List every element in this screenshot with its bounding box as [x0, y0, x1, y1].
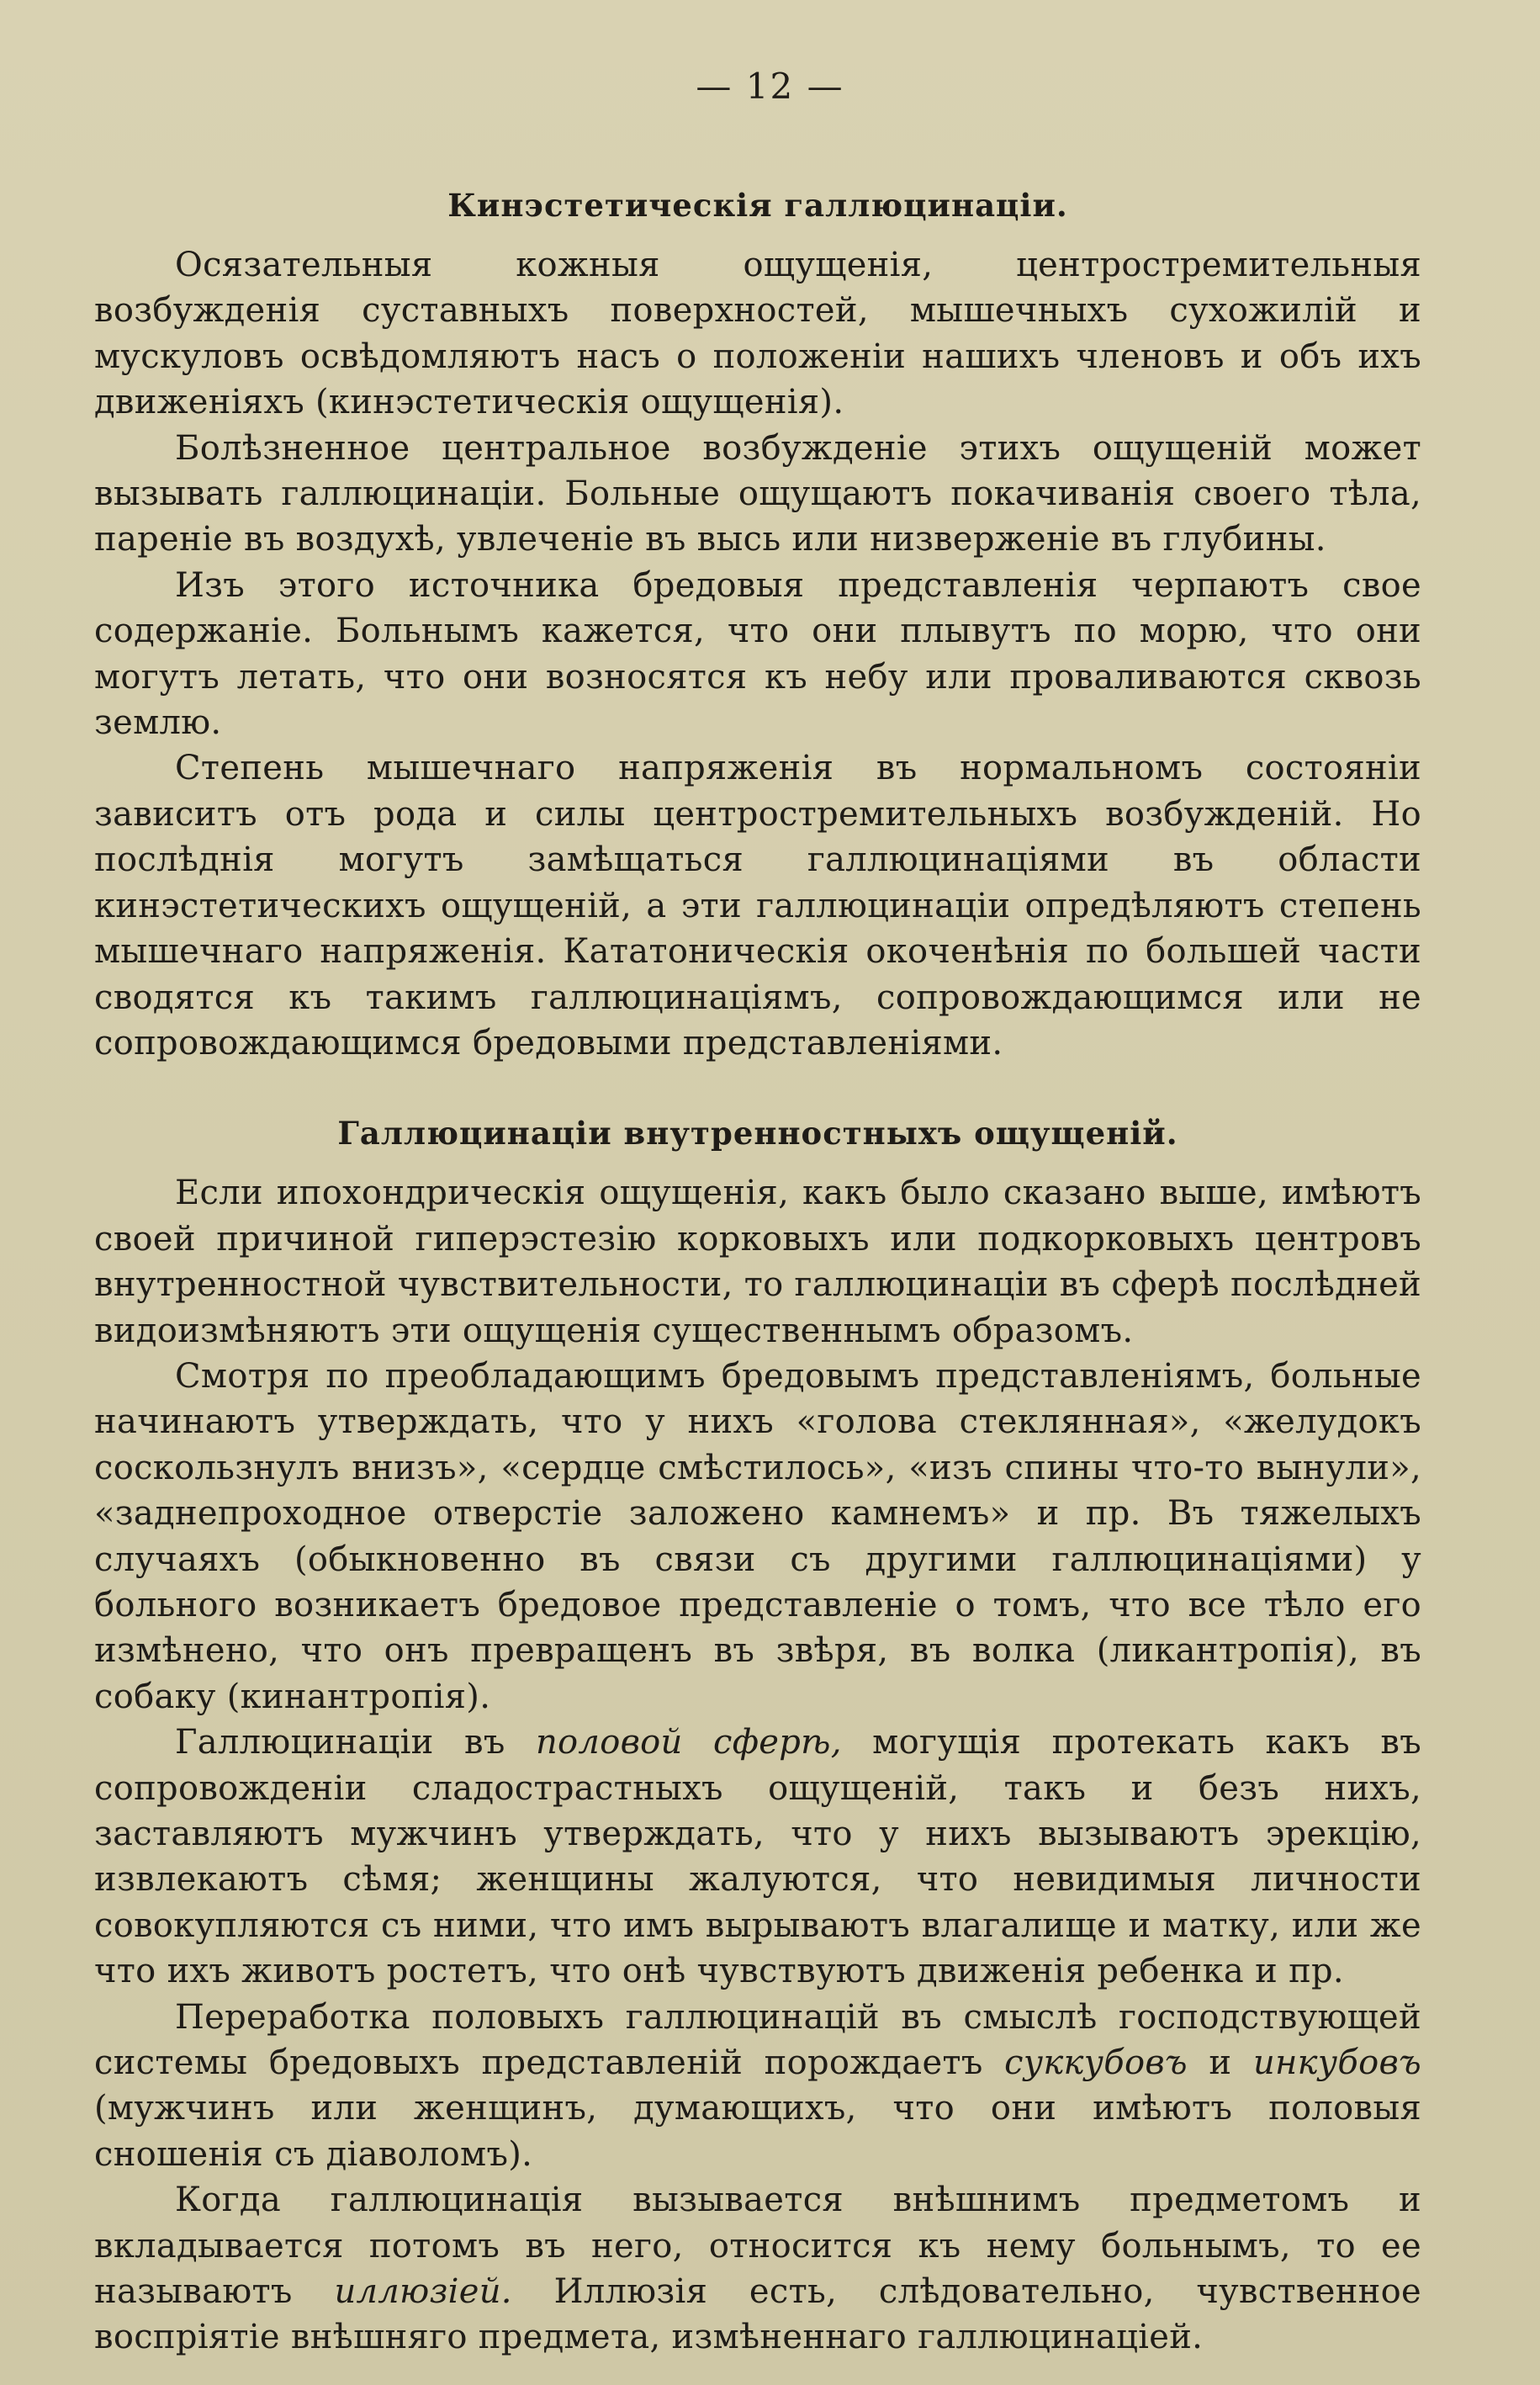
- text-run: могущія протекать какъ въ сопровожденіи сладострастныхъ ощущеній, такъ и безъ нихъ, заставляютъ мужчинъ утверждать, что у нихъ вызываютъ эрекцію, извлекаютъ сѣмя; женщины жалуются, что невидимыя личности совокупляются съ ними, что имъ вырываютъ влагалище и матку, или же что ихъ животъ ростетъ, что онѣ чувствуютъ движенія ребенка и пр.: [94, 1723, 1421, 1991]
- paragraph: [94, 1720, 1421, 1994]
- paragraph: Смотря по преобладающимъ бредовымъ представленіямъ, больные начинаютъ утверждать, что у нихъ «голова стеклянная», «желудокъ соскользнулъ внизъ», «сердце смѣстилось», «изъ спины что-то вынули», «заднепроходное отверстіе заложено камнемъ» и пр. Въ тяжелыхъ случаяхъ (обыкновенно въ связи съ другими галлюцинаціями) у больного возникаетъ бредовое представленіе о томъ, что все тѣло его измѣнено, что онъ превращенъ въ звѣря, въ волка (ликантропія), въ собаку (кинантропія).: [94, 1356, 1421, 1716]
- section-heading-visceral: Галлюцинаціи внутренностныхъ ощущеній.: [337, 1115, 1178, 1153]
- paragraph: [94, 2177, 1421, 2361]
- section-heading-kinesthetic: Кинэстетическія галлюцинаціи.: [447, 187, 1068, 224]
- paragraph: Если ипохондрическія ощущенія, какъ было сказано выше, имѣютъ своей причиной гиперэстезію корковыхъ или подкорковыхъ центровъ внутренностной чувствительности, то галлюцинаціи въ сферѣ послѣдней видоизмѣняютъ эти ощущенія существеннымъ образомъ.: [94, 1174, 1421, 1350]
- text-run: Иллюзія есть, слѣдовательно, чувственное воспріятіе внѣшняго предмета, измѣненнаго галлюцинаціей.: [94, 2272, 1421, 2357]
- paragraph: [94, 1995, 1421, 2178]
- text-run: (мужчинъ или женщинъ, думающихъ, что они имѣютъ половыя сношенія съ діаволомъ).: [94, 2089, 1421, 2174]
- italic-term: половой сферѣ,: [535, 1723, 842, 1762]
- text-run: Переработка половыхъ галлюцинацій въ смыслѣ господствующей системы бредовыхъ представленій порождаетъ: [94, 1997, 1421, 2083]
- text-run: Галлюцинаціи въ: [175, 1723, 536, 1762]
- text-run: Когда галлюцинація вызывается внѣшнимъ предметомъ и вкладывается потомъ въ него, относится къ нему больнымъ, то ее называютъ: [94, 2181, 1421, 2312]
- italic-term: суккубовъ: [1004, 2043, 1188, 2083]
- page-content: [94, 187, 1421, 2361]
- page-number: — 12 —: [696, 66, 844, 107]
- paragraph: Степень мышечнаго напряженія въ нормальномъ состояніи зависитъ отъ рода и силы центростремительныхъ возбужденій. Но послѣднія могутъ замѣщаться галлюцинаціями въ области кинэстетическихъ ощущеній, а эти галлюцинаціи опредѣляютъ степень мышечнаго напряженія. Кататоническія окоченѣнія по большей части сводятся къ такимъ галлюцинаціямъ, сопровождающимся или не сопровождающимся бредовыми представленіями.: [94, 749, 1421, 1063]
- paragraph: Изъ этого источника бредовыя представленія черпаютъ свое содержаніе. Больнымъ кажется, что они плывутъ по морю, что они могутъ летать, что они возносятся къ небу или проваливаются сквозь землю.: [94, 565, 1421, 743]
- text-run: и: [1187, 2043, 1253, 2083]
- paragraph: Болѣзненное центральное возбужденіе этихъ ощущеній может вызывать галлюцинаціи. Больные ощущаютъ покачиванія своего тѣла, пареніе въ воздухѣ, увлеченіе въ высь или низверженіе въ глубины.: [94, 428, 1421, 559]
- italic-term: инкубовъ: [1252, 2043, 1421, 2083]
- paragraph: Осязательныя кожныя ощущенія, центростремительныя возбужденія суставныхъ поверхностей, мышечныхъ сухожилій и мускуловъ освѣдомляютъ насъ о положеніи нашихъ членовъ и объ ихъ движеніяхъ (кинэстетическія ощущенія).: [94, 246, 1421, 422]
- italic-term: иллюзіей.: [334, 2272, 512, 2312]
